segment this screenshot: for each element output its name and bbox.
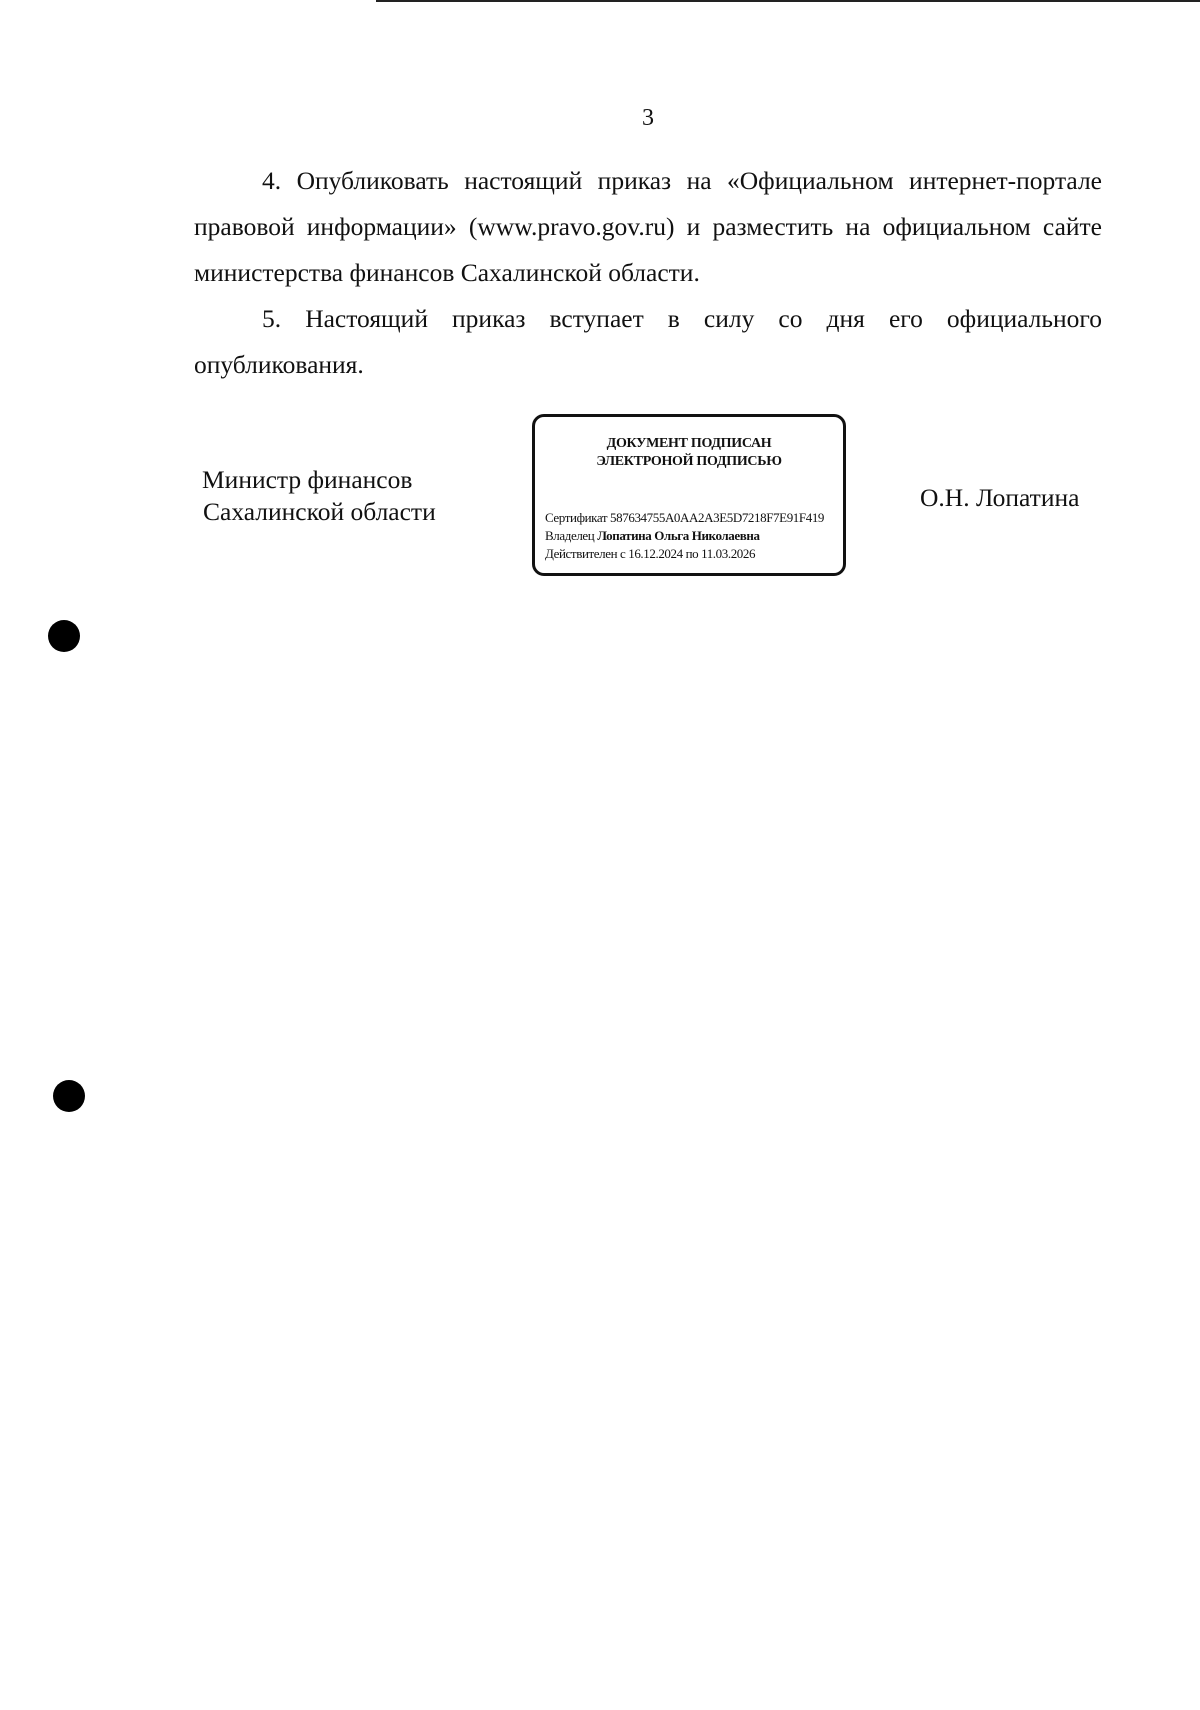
owner-line (545, 527, 824, 545)
certificate-value: 587634755A0AA2A3E5D7218F7E91F419 (610, 510, 825, 525)
paragraph-4: 4. Опубликовать настоящий приказ на «Официальном интернет-портале правовой информации» (www.pravo.gov.ru) и разместить на официальном сайте министерства финансов Сахалинской области. (194, 166, 1102, 287)
paragraph-5: 5. Настоящий приказ вступает в силу со дня его официального опубликования. (194, 304, 1102, 379)
document-body (194, 158, 1102, 388)
position-line-1: Министр финансов (202, 465, 413, 494)
stamp-title-line-1: ДОКУМЕНТ ПОДПИСАН (606, 436, 772, 451)
electronic-signature-stamp (532, 414, 846, 576)
signatory-name: О.Н. Лопатина (920, 483, 1080, 512)
punch-hole-mark (53, 1080, 85, 1112)
signatory-position (202, 464, 436, 528)
validity-line: Действителен с 16.12.2024 по 11.03.2026 (545, 546, 756, 561)
owner-label: Владелец (545, 528, 595, 543)
certificate-label: Сертификат (545, 510, 608, 525)
punch-hole-mark (48, 620, 80, 652)
owner-value: Лопатина Ольга Николаевна (597, 528, 760, 543)
stamp-title-line-2: ЭЛЕКТРОНОЙ ПОДПИСЬЮ (596, 454, 782, 469)
top-border-line (376, 0, 1200, 2)
position-line-2: Сахалинской области (203, 497, 436, 526)
certificate-line (545, 509, 824, 527)
stamp-details (545, 509, 824, 563)
stamp-title (535, 435, 843, 471)
page-number: 3 (642, 105, 654, 131)
